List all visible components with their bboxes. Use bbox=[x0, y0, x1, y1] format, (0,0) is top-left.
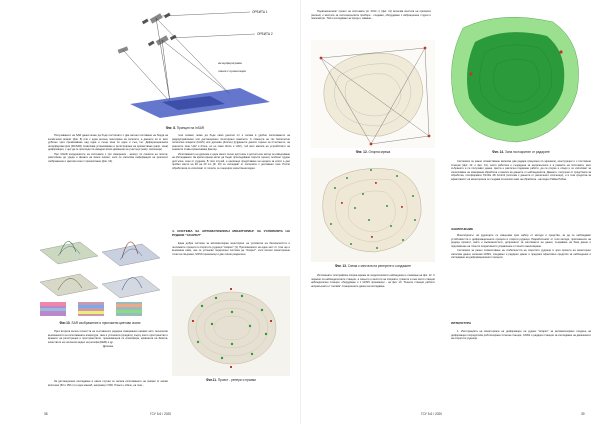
right-page-number: 39 bbox=[581, 412, 585, 416]
right-col-1b-text: Изготвената топографска опорна мрежа за геодезическите наблюдения е показана на фиг. 12. С червено са наблюдателните станции, а синьото е местото на спирката, тремите в към които станции наблюдателни станции, оборудване и с GNSS приемници - на фиг. 13. Точните станции работят непрекъснато и "онлайн" станционните данни за изследване. bbox=[311, 274, 435, 288]
right-col-1-text: Първоначалният проект на системата (от 2014 г.) (фиг. 11) включва местата на призмите (зелено) и местата за геотехническите прибори - сондажи, оборудвани с вибрационни струни и пиезометри. Той е изследвано за продъл- жаване... bbox=[311, 10, 431, 21]
fig10-caption: Фиг.10. SAR изображение и приложени цветови скали bbox=[59, 321, 141, 325]
sar-plot-1 bbox=[40, 241, 98, 264]
sar-plot-2 bbox=[102, 242, 160, 266]
left-col-1-text: Получаването на SAR данни може да бъде постигнато с две антени поставени на борда на космически апарат (фиг. 8) или с една антена, монтирана на сателита, а данните са от като урбатни чрез преминаване над една и съща зона по един и същ път. Диференциалната интерферометрия (DInSAR) позволява установяване и регистриране на преместване (напр. зона) деформация, с цел да се проследи по-назадно всяко движение на участъци (напр. свлачища). При InSAR координатите на системата с три измерения - азимут по линията на полета, разстояние до уреда и фазата на всеки пиксел, като се използва информация на реалното изображение и цветови зони с преместване (фиг. 10). bbox=[48, 134, 168, 163]
references-list: 1. Интеграцията на мониторинга на деформации на рудник "Асарел" за автоматизирано следене на деформации посредством роботизирана тотална станция, GNSS и радарни станции за изследване на движението на откритите рудници. bbox=[451, 330, 591, 341]
orbit-2-label: ОРБИТА 2 bbox=[257, 32, 273, 36]
left-col-1b-text: През втората вълна точността на съставените радарни измервания оказват като технически възможности на използваната апаратура, така и условията (средата), върху което пространство и времето на регистрация и пространството, проникващата се атмосфера, кривината на Земята, качеството на числения модел на релефа (DEM) и др. Дронове bbox=[48, 330, 168, 349]
sar-plot-4 bbox=[102, 276, 160, 298]
references-heading: ЛИТЕРАТУРА bbox=[451, 321, 472, 325]
line-label: линия с ориентация bbox=[218, 69, 246, 73]
orbit-1-label: ОРБИТА 1 bbox=[252, 10, 268, 14]
fig13-caption: Фиг. 13. Схема с местата на реперите и сондажите bbox=[334, 264, 412, 268]
left-page-number: 38 bbox=[44, 412, 48, 416]
sar-figure bbox=[30, 220, 170, 320]
left-col-2-text: тези снимки, може да бъде само десетки m² и затова в удобно използването на радиоуправляеми или дистанционно пилотирани самолети. С помощта на тях безпилотни летателни апарати (UAVs) или дронове (drones) [(с]данните даните терени за отчитанeтo, на реалните зони UAV и drone, но не само drone е UAV), тъй като масата на устройството на снимките става ограничаващ фактор. Използването на дронове е един много лесно достъпен и достатъчен метод за извършване на обследвания. За кратко време могат да бъдат проследявани открити терени, особено трудно достъпни, зони от рудника. В този случай, е налагащо представяне на нещата за които е дал пробно място на 30 на 20 cm (Ф. 10) се изследват от колоезите с доставени тази. После обработката се използват от полета, се генерират качествени видео. bbox=[172, 134, 290, 170]
left-col-1c-text: За дистанционно изследване в някои случаи се налага използването на снимки от малки височини (50 и 150 m) и един машаб, например 1:500. Плюсът, обаче, на тези... bbox=[48, 380, 168, 387]
conclusion-text: Мониторингът на рудниците се извършва чрез набор от методи и средства, за да се наблюдават устойчивостта и деформационните процеси в открити рудници. Разработеният от тези методи, приложените на редица проекти, както и възможностите, допринасят за изготвянето на данни, създаване на база данни и подпомагане на тяхното оперативното управление и тяхното анализиране. Системата за ранно оповестяване на стабилността на откритите рудници в чрез проекти на мониторинг използва данни, включва GNSS, сондажни и радарни данни и предлага ефективно средство за наблюдение и изследване на деформационните процеси. bbox=[451, 234, 591, 260]
right-page bbox=[300, 0, 600, 424]
orbit-1-line bbox=[162, 12, 250, 16]
fig11-caption: Фиг.11. Проект - репери и призми bbox=[206, 378, 256, 382]
right-col-2-text: Системата за ранно оповестяване включва два радара (свързани по мрежата), конструкции и с постоянни станции (фиг. 12, и фиг. 14), чиято работата е създадена за непрекъснато и в рамките на системата, като събраните и се получават данни. Целта е различни подземни работи, да се открие и следи и се използват за изчисляване на измервана обработка и анализ на данните от наблюденията. Данните, получени от средствата за обработка, платформата Trimble 4D Control (система с данните от различните източници), и в тези средства за ефективност на мониторинга се създава по-високо ниво на обработка - нагледен Тайма Рибна. bbox=[451, 160, 591, 181]
reference-network-map bbox=[311, 40, 435, 148]
conclusion-heading: ЗАКЛЮЧЕНИЕ bbox=[451, 227, 474, 231]
interferogram-label: интерферограма bbox=[218, 61, 242, 65]
mine-project-map bbox=[172, 276, 290, 376]
markers-boreholes-map bbox=[311, 158, 435, 262]
left-col-2b-text: Една добра система за автоматизиран мониторинг на условията на безопасността и геоложките процеси в откритите рудници "Асарел" [1]. Приложението на една част от този ще е възможна само, ако се установи геодезични система да "Асарел", като всички мониторинни точки са свързани, GNSS приемници и две линии разделени. bbox=[172, 242, 290, 256]
insar-diagram bbox=[100, 6, 280, 124]
right-journal-name: ГСУ 5-6 / 2020 bbox=[421, 412, 443, 416]
fig14-caption: Фиг. 14. Зона на покритие от радарите bbox=[492, 150, 550, 154]
left-journal-name: ГСУ 5-6 / 2020 bbox=[150, 412, 172, 416]
radar-coverage-map bbox=[441, 8, 591, 150]
left-section-heading: 4. СИСТЕМА ЗА АВТОМАТИЗИРАН МОНИТОРИНГ ЗА УСЛОВИЯТА НА РУДНИК "АСАРЕЛ" bbox=[172, 229, 290, 237]
fig12-caption: Фиг. 12. Опорна мрежа bbox=[355, 150, 391, 154]
orbit-2-line bbox=[170, 34, 255, 38]
sar-plot-3 bbox=[40, 274, 98, 296]
fig8-caption: Фиг. 8. Принцип на InSAR bbox=[165, 126, 205, 130]
